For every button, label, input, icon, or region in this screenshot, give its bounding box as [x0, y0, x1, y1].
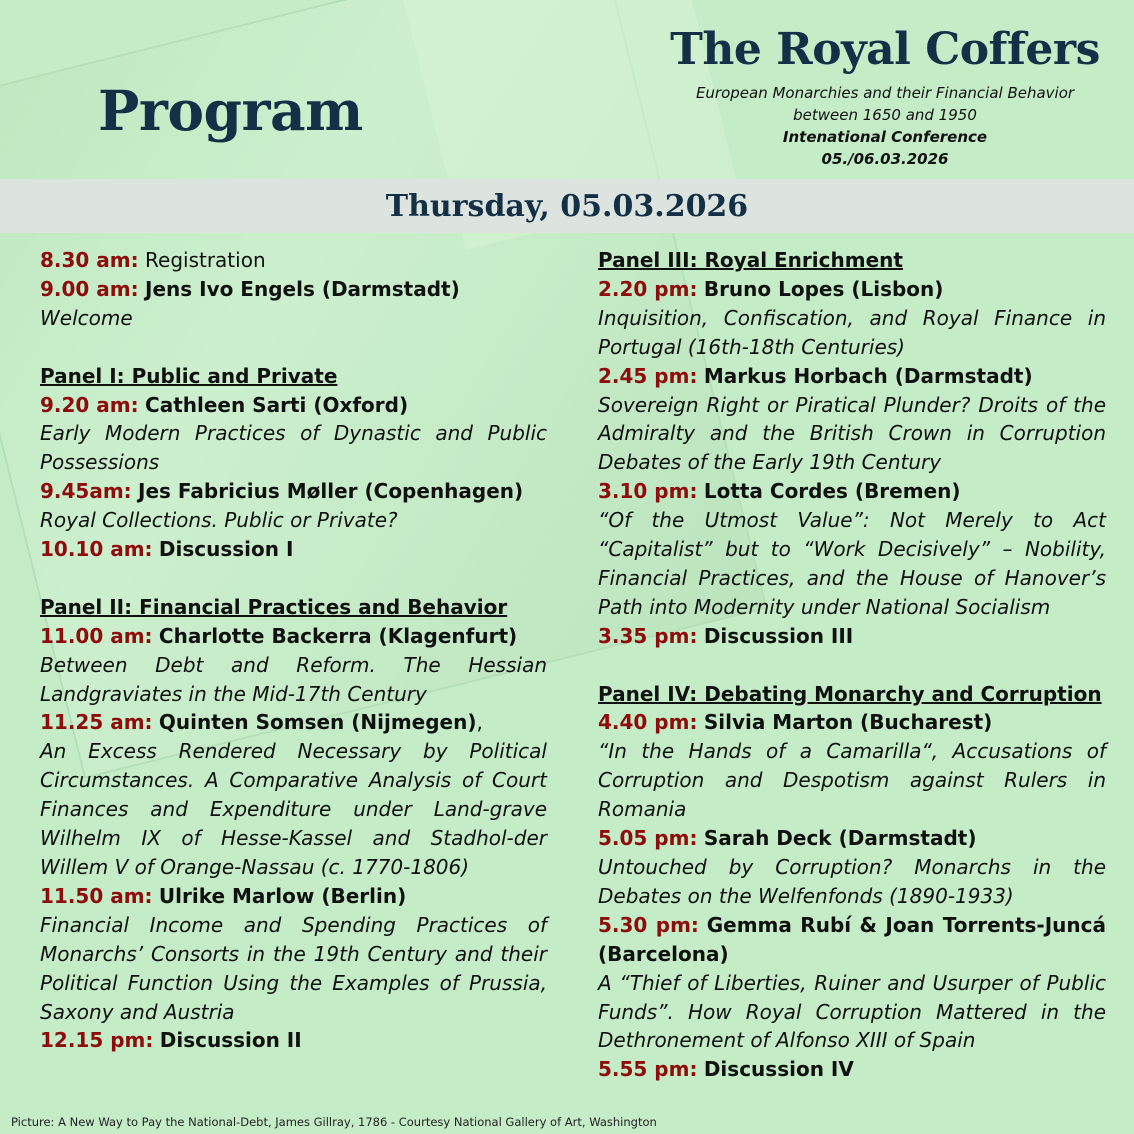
- time-label: 9.00 am:: [40, 276, 139, 301]
- spacer: [598, 651, 1106, 680]
- time-label: 3.10 pm:: [598, 479, 698, 504]
- day-banner: [0, 179, 1134, 233]
- time-label: 5.05 pm:: [598, 826, 698, 851]
- time-label: 9.20 am:: [40, 392, 139, 417]
- talk-title: Royal Collections. Public or Private?: [40, 508, 398, 533]
- day-title: Thursday, 05.03.2026: [385, 188, 749, 224]
- speaker-name: Jes Fabricius Møller (Copenhagen): [138, 479, 524, 504]
- discussion-label: Discussion III: [703, 623, 854, 648]
- time-label: 4.40 pm:: [598, 710, 698, 735]
- speaker-suffix: ,: [476, 710, 483, 735]
- schedule-entry: [598, 477, 1106, 506]
- discussion-label: Discussion II: [159, 1028, 302, 1053]
- speaker-name: Sarah Deck (Darmstadt): [703, 826, 977, 851]
- speaker-name: Silvia Marton (Bucharest): [703, 710, 993, 735]
- schedule-entry: [598, 708, 1106, 737]
- time-label: 3.35 pm:: [598, 623, 698, 648]
- time-label: 12.15 pm:: [40, 1028, 154, 1053]
- schedule-entry: [598, 911, 1106, 969]
- panel-heading: Panel I: Public and Private: [40, 363, 338, 388]
- panel-heading: Panel IV: Debating Monarchy and Corruption: [598, 681, 1102, 706]
- schedule-entry: [598, 1055, 1106, 1084]
- spacer: [40, 333, 547, 362]
- talk-title: An Excess Rendered Necessary by Political Circumstances. A Comparative Analysis of Court Finances and Expenditure under Land-grave Wilhelm IX of Hesse-Kassel and Stadhol-der Willem V of Orange-Nassau (c. 1770-1806): [40, 739, 547, 879]
- speaker-name: Ulrike Marlow (Berlin): [158, 883, 407, 908]
- schedule-entry: [598, 824, 1106, 853]
- time-label: 11.00 am:: [40, 623, 153, 648]
- time-label: 2.45 pm:: [598, 363, 698, 388]
- speaker-name: Lotta Cordes (Bremen): [703, 479, 961, 504]
- speaker-name: Bruno Lopes (Lisbon): [703, 276, 944, 301]
- panel-heading: Panel III: Royal Enrichment: [598, 248, 903, 272]
- time-label: 11.50 am:: [40, 883, 153, 908]
- talk-title: Inquisition, Confiscation, and Royal Finance in Portugal (16th-18th Centuries): [598, 305, 1106, 359]
- talk-title: “In the Hands of a Camarilla“, Accusations of Corruption and Despotism against Rulers in Romania: [598, 739, 1106, 822]
- speaker-name: Quinten Somsen (Nijmegen): [158, 710, 477, 735]
- talk-title: Welcome: [40, 305, 133, 330]
- conference-title: The Royal Coffers: [670, 24, 1100, 75]
- schedule-entry: [40, 246, 547, 275]
- schedule-entry: [40, 477, 547, 506]
- discussion-label: Discussion I: [158, 537, 294, 562]
- time-label: 5.30 pm:: [598, 912, 699, 937]
- time-label: 5.55 pm:: [598, 1057, 698, 1082]
- talk-title: “Of the Utmost Value”: Not Merely to Act “Capitalist” but to “Work Decisively” – Nobility, Financial Practices, and the House of Hanover’s Path into Modernity under National Socialism: [598, 508, 1106, 619]
- time-label: 11.25 am:: [40, 710, 153, 735]
- subtitle-line-1: European Monarchies and their Financial Behavior: [695, 84, 1075, 102]
- speaker-name: Cathleen Sarti (Oxford): [145, 392, 409, 417]
- talk-title: A “Thief of Liberties, Ruiner and Usurper of Public Funds”. How Royal Corruption Mattered in the Dethronement of Alfonso XIII of Spain: [598, 970, 1106, 1053]
- schedule-entry: [40, 1026, 547, 1055]
- schedule-entry: [598, 622, 1106, 651]
- schedule-entry: [40, 275, 547, 304]
- time-label: 9.45am:: [40, 479, 132, 504]
- talk-title: Between Debt and Reform. The Hessian Landgraviates in the Mid-17th Century: [40, 652, 547, 706]
- schedule-entry: [598, 275, 1106, 304]
- entry-label: Registration: [145, 248, 266, 272]
- schedule-entry: [40, 391, 547, 420]
- talk-title: Financial Income and Spending Practices of Monarchs’ Consorts in the 19th Century and their Political Function Using the Examples of Prussia, Saxony and Austria: [40, 912, 547, 1024]
- schedule-entry: [40, 622, 547, 651]
- talk-title: Untouched by Corruption? Monarchs in the Debates on the Welfenfonds (1890-1933): [598, 855, 1106, 908]
- discussion-label: Discussion IV: [703, 1057, 854, 1082]
- left-column: [40, 246, 547, 1055]
- panel-heading: Panel II: Financial Practices and Behavior: [40, 594, 508, 619]
- schedule-entry: [40, 708, 547, 737]
- time-label: 8.30 am:: [40, 248, 139, 272]
- talk-title: Sovereign Right or Piratical Plunder? Droits of the Admiralty and the British Crown in Corruption Debates of the Early 19th Century: [598, 392, 1106, 475]
- program-title: Program: [98, 78, 363, 143]
- right-column: [598, 246, 1106, 1084]
- time-label: 10.10 am:: [40, 537, 153, 562]
- picture-credit: Picture: A New Way to Pay the National-Debt, James Gillray, 1786 - Courtesy National Gallery of Art, Washington: [11, 1115, 657, 1129]
- schedule-entry: [40, 882, 547, 911]
- conference-subtitle: [650, 82, 1120, 126]
- talk-title: Early Modern Practices of Dynastic and Public Possessions: [40, 421, 547, 475]
- schedule-entry: [598, 362, 1106, 391]
- spacer: [40, 564, 547, 593]
- speaker-name: Markus Horbach (Darmstadt): [703, 363, 1033, 388]
- time-label: 2.20 pm:: [598, 276, 698, 301]
- subtitle-line-2: between 1650 and 1950: [793, 106, 977, 124]
- schedule-entry: [40, 535, 547, 564]
- conference-dates: 05./06.03.2026: [821, 150, 949, 168]
- speaker-name: Jens Ivo Engels (Darmstadt): [145, 276, 460, 301]
- conference-header: [650, 22, 1120, 170]
- speaker-name: Gemma Rubí & Joan Torrents-Juncá (Barcelona): [598, 912, 1107, 966]
- conference-type: Intenational Conference: [782, 128, 988, 146]
- speaker-name: Charlotte Backerra (Klagenfurt): [158, 623, 518, 648]
